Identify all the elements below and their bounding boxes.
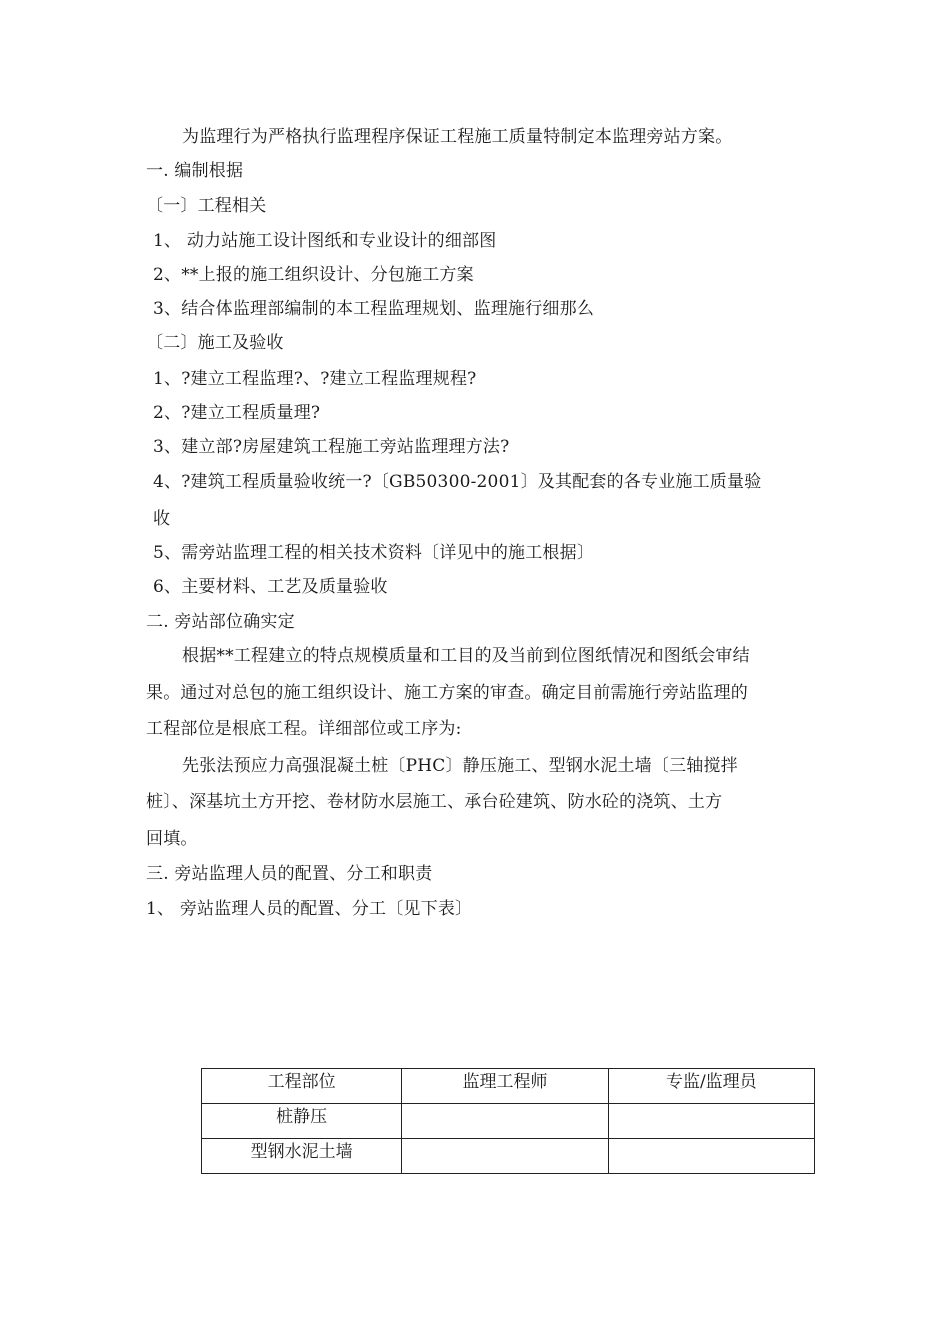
paragraph-line: 先张法预应力高强混凝土桩〔PHC〕静压施工、型钢水泥土墙〔三轴搅拌: [182, 756, 738, 776]
list-item-continuation: 收: [153, 509, 171, 529]
list-item: 1、 动力站施工设计图纸和专业设计的细部图: [153, 231, 497, 251]
column-header: 专监/监理员: [608, 1069, 814, 1104]
list-item: 1、 旁站监理人员的配置、分工〔见下表〕: [146, 899, 473, 919]
list-item: 6、主要材料、工艺及质量验收: [153, 577, 388, 597]
table-cell: 桩静压: [202, 1104, 402, 1139]
table-cell: [402, 1139, 608, 1174]
table-cell: [608, 1104, 814, 1139]
intro-paragraph: 为监理行为严格执行监理程序保证工程施工质量特制定本监理旁站方案。: [182, 127, 733, 147]
list-item: 1、?建立工程监理?、?建立工程监理规程?: [153, 369, 477, 389]
paragraph-line: 根据**工程建立的特点规模质量和工目的及当前到位图纸情况和图纸会审结: [182, 646, 750, 666]
section-2-heading: 二. 旁站部位确实定: [146, 612, 295, 632]
paragraph-line: 桩〕、深基坑土方开挖、卷材防水层施工、承台砼建筑、防水砼的浇筑、土方: [146, 792, 723, 812]
column-header: 工程部位: [202, 1069, 402, 1104]
subsection-1-heading: 〔一〕工程相关: [146, 196, 267, 216]
table-row: [202, 1139, 815, 1174]
list-item: 3、建立部?房屋建筑工程施工旁站监理理方法?: [153, 437, 510, 457]
staff-allocation-table: [201, 1068, 815, 1174]
section-3-heading: 三. 旁站监理人员的配置、分工和职责: [146, 864, 433, 884]
paragraph-line: 回填。: [146, 829, 198, 849]
subsection-2-heading: 〔二〕施工及验收: [146, 333, 284, 353]
list-item: 2、**上报的施工组织设计、分包施工方案: [153, 265, 474, 285]
list-item: 2、?建立工程质量理?: [153, 403, 321, 423]
table-cell: 型钢水泥土墙: [202, 1139, 402, 1174]
paragraph-line: 果。通过对总包的施工组织设计、施工方案的审查。确定目前需施行旁站监理的: [146, 683, 748, 703]
column-header: 监理工程师: [402, 1069, 608, 1104]
table-header-row: [202, 1069, 815, 1104]
list-item: 3、结合体监理部编制的本工程监理规划、监理施行细那么: [153, 299, 595, 319]
list-item: 4、?建筑工程质量验收统一?〔GB50300-2001〕及其配套的各专业施工质量验: [153, 472, 762, 492]
table-row: [202, 1104, 815, 1139]
table-cell: [608, 1139, 814, 1174]
paragraph-line: 工程部位是根底工程。详细部位或工序为:: [146, 719, 462, 739]
list-item: 5、需旁站监理工程的相关技术资料〔详见中的施工根据〕: [153, 543, 595, 563]
table-cell: [402, 1104, 608, 1139]
section-1-heading: 一. 编制根据: [146, 161, 244, 181]
